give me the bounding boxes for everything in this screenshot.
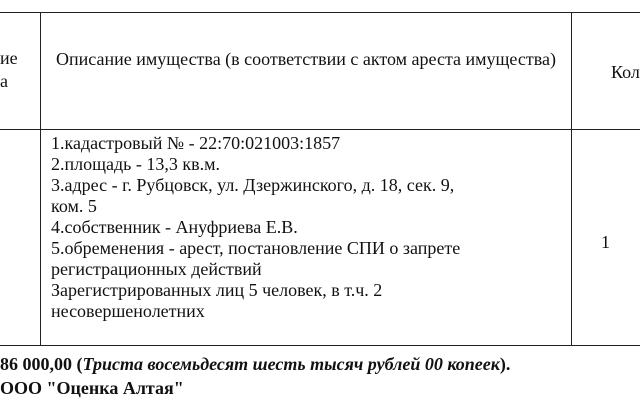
table-header-divider	[0, 129, 640, 130]
description-line: 5.обременения - арест, постановление СПИ о запрете	[51, 238, 461, 258]
table-column-divider-right	[571, 12, 572, 346]
price-line	[0, 353, 510, 375]
price-in-words: Триста восемьдесят шесть тысяч рублей 00 копеек	[82, 354, 500, 374]
property-description-cell	[51, 133, 569, 322]
description-line: несовершенолетних	[51, 301, 205, 321]
header-left-cell-line1: ие	[0, 48, 18, 68]
price-suffix: ).	[499, 354, 511, 374]
description-line: 2.площадь - 13,3 кв.м.	[51, 154, 220, 174]
header-left-cell-line2: а	[0, 71, 8, 91]
description-line: 3.адрес - г. Рубцовск, ул. Дзержинского, д. 18, сек. 9,	[51, 175, 455, 195]
table-bottom-border	[0, 345, 640, 346]
appraiser-organization: ООО "Оценка Алтая"	[0, 378, 184, 398]
description-line: Зарегистрированных лиц 5 человек, в т.ч. 2	[51, 280, 383, 300]
header-quantity-cell: Кол	[611, 62, 640, 82]
quantity-value: 1	[601, 232, 610, 252]
price-amount: 86 000,00 (	[0, 354, 83, 374]
table-top-border	[0, 12, 640, 13]
description-line: регистрационных действий	[51, 259, 262, 279]
description-line: 1.кадастровый № - 22:70:021003:1857	[51, 133, 341, 153]
description-line: 4.собственник - Ануфриева Е.В.	[51, 217, 298, 237]
header-description-cell: Описание имущества (в соответствии с актом ареста имущества)	[56, 49, 556, 69]
description-line: ком. 5	[51, 196, 97, 216]
